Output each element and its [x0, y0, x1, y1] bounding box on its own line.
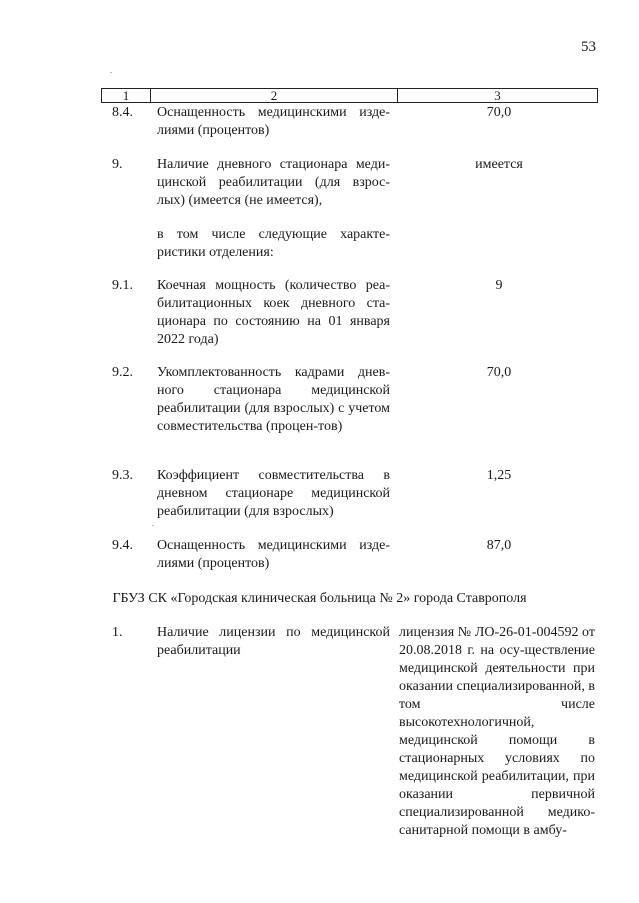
row-description: Коечная мощность (количество реа-билитационных коек дневного ста-ционара по состоянию на 01 января 2022 года) — [157, 278, 390, 347]
row-number: 9. — [112, 157, 123, 172]
row-number: 1. — [112, 625, 123, 640]
scan-speck — [152, 525, 154, 526]
row-value: 70,0 — [486, 105, 512, 120]
row-number: 9.4. — [112, 538, 133, 553]
row-description: Наличие лицензии по медицинской реабилитации — [157, 625, 390, 658]
row-description: Наличие дневного стационара меди-цинской реабилитации (для взрос-лых) (имеется (не имеется), — [157, 157, 390, 208]
table-header — [101, 88, 598, 103]
section-heading: ГБУЗ СК «Городская клиническая больница № 2» города Ставрополя — [112, 591, 527, 606]
row-value: 70,0 — [486, 365, 512, 380]
row-value: 87,0 — [486, 538, 512, 553]
row-value: 9 — [495, 278, 503, 293]
scan-speck — [110, 72, 112, 73]
row-value: имеется — [475, 157, 523, 172]
row-number: 9.2. — [112, 365, 133, 380]
header-col-1: 1 — [102, 89, 151, 102]
row-description: Коэффициент совместительства в дневном стационаре медицинской реабилитации (для взрослых) — [157, 468, 390, 519]
header-col-3: 3 — [494, 88, 501, 103]
row-description: Укомплектованность кадрами днев-ного стационара медицинской реабилитации (для взрослых) с учетом совместительства (процен-тов) — [157, 365, 390, 434]
row-number: 8.4. — [112, 105, 133, 120]
row-description: Оснащенность медицинскими изде-лиями (процентов) — [157, 105, 390, 138]
row-value: лицензия № ЛО-26-01-004592 от 20.08.2018 г. на осу-ществление медицинской деятельности при оказании специализированной, в том числе высокотехнологичной, медицинской помощи в стационарных условиях по медицинской реабилитации, при оказании первичной специализированной медико-санитарной помощи в амбу- — [399, 625, 595, 838]
row-value: 1,25 — [486, 468, 512, 483]
page-number: 53 — [581, 39, 596, 55]
header-col-2: 2 — [151, 89, 398, 102]
row-description: в том числе следующие характе-ристики отделения: — [157, 227, 390, 260]
row-number: 9.3. — [112, 468, 133, 483]
row-number: 9.1. — [112, 278, 133, 293]
row-description: Оснащенность медицинскими изде-лиями (процентов) — [157, 538, 390, 571]
